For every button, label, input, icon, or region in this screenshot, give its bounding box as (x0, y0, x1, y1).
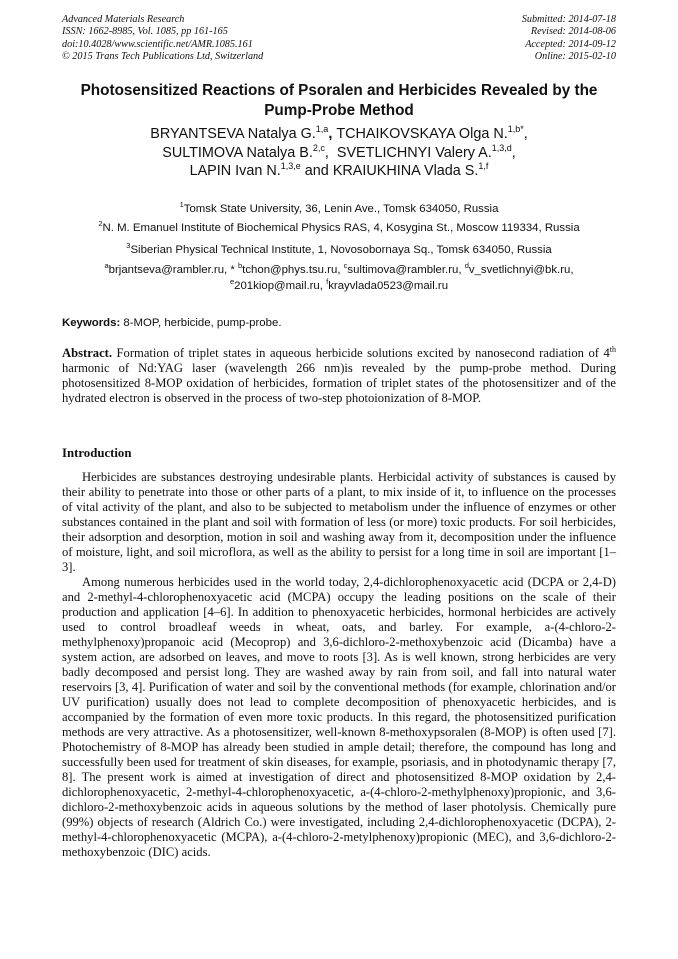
title-line-2: Pump-Probe Method (264, 102, 414, 119)
abstract-text: Formation of triplet states in aqueous herbicide solutions excited by nanosecond radiation of 4 (116, 346, 610, 360)
author-affil-mark: 2,c (312, 142, 325, 153)
affiliation-mark: 2 (98, 219, 103, 229)
journal-name: Advanced Materials Research (62, 14, 185, 25)
email-link[interactable]: sultimova@rambler.ru, (347, 264, 462, 276)
introduction-body (62, 470, 616, 860)
journal-issn: ISSN: 1662-8985, Vol. 1085, pp 161-165 (62, 26, 228, 38)
author-line-2: SULTIMOVA Natalya B.$^{2,c}$, SVETLICHNYI Valery A.$^{1,3,d}$, (162, 142, 516, 161)
abstract-superscript: th (609, 344, 616, 354)
author-affil-mark: 1,f (478, 161, 489, 172)
affiliation-mark: 1 (179, 200, 184, 210)
email-link[interactable]: brjantseva@rambler.ru, (108, 264, 228, 276)
author-list (40, 125, 638, 181)
abstract (62, 346, 616, 406)
author-line-1: BRYANTSEVA Natalya G.$^{1,a}$, TCHAIKOVSKAYA Olga N.$^{1,b*}$, (150, 124, 528, 142)
affiliation-mark: 3 (126, 241, 131, 251)
journal-doi: doi:10.4028/www.scientific.net/AMR.1085.161 (62, 38, 253, 50)
date-accepted: Accepted: 2014-09-12 (525, 38, 616, 50)
author-name: TCHAIKOVSKAYA Olga N. (336, 126, 508, 142)
email-link[interactable]: tchon@phys.tsu.ru, (242, 264, 341, 276)
affiliation-3 (40, 243, 638, 257)
submission-dates (522, 14, 616, 63)
email-line-2: $^e$201kiop@mail.ru, $^f$krayvlada0523@mail.ru (229, 276, 449, 292)
journal-info (62, 14, 263, 63)
date-online: Online: 2015-02-10 (534, 50, 616, 62)
keywords-label: Keywords: (62, 317, 121, 329)
date-revised: Revised: 2014-08-06 (530, 26, 616, 38)
author-affil-mark: 1,3,e (280, 161, 301, 172)
email-list (40, 263, 638, 294)
author-name: BRYANTSEVA Natalya G. (150, 126, 316, 142)
email-link[interactable]: 201kiop@mail.ru, (234, 279, 323, 292)
author-name: LAPIN Ivan N. (189, 163, 281, 179)
affiliation-text: N. M. Emanuel Institute of Biochemical Physics RAS, 4, Kosygina St., Moscow 119334, Russia (102, 222, 580, 234)
journal-copyright: © 2015 Trans Tech Publications Ltd, Switzerland (62, 50, 264, 62)
paper-title (40, 81, 638, 121)
title-line-1: Photosensitized Reactions of Psoralen and Herbicides Revealed by the (80, 82, 598, 99)
author-line-3 (40, 162, 638, 181)
author-affil-mark: 1,a (315, 124, 329, 135)
author-name: SULTIMOVA Natalya B. (162, 144, 313, 161)
affiliation-text: Tomsk State University, 36, Lenin Ave., Tomsk 634050, Russia (183, 203, 499, 215)
affiliation-1 (40, 202, 638, 216)
email-line-1: $^a$brjantseva@rambler.ru, * $^b$tchon@phys.tsu.ru, $^c$sultimova@rambler.ru, $^d$v_svetlichnyi@bk.ru, (104, 261, 574, 276)
paragraph: Herbicides are substances destroying undesirable plants. Herbicidal activity of substances is caused by their ability to penetrate into those or other parts of a plant, to mix inside of it, to influence on the processes of vital activity of the plant, and also to be subjected to metabolism under the influence of enzymes or other substances contained in the plant and soil with formation of less (or more) toxic products. For soil herbicides, their adsorption and desorption, motion in soil and washing away from it, decomposition under the influence of moisture, light, and soil microflora, as well as the ability to persist for a long time in soil are important [1–3]. (62, 470, 616, 574)
abstract-label: Abstract. (62, 346, 113, 360)
keywords (62, 317, 281, 329)
author-name: KRAIUKHINA Vlada S. (332, 163, 479, 179)
email-link[interactable]: v_svetlichnyi@bk.ru, (468, 264, 574, 276)
author-affil-mark: 1,b* (507, 124, 524, 135)
date-submitted: Submitted: 2014-07-18 (521, 14, 616, 25)
paragraph: Among numerous herbicides used in the world today, 2,4-dichlorophenoxyacetic acid (DCPA or 2,4-D) and 2-methyl-4-chlorophenoxyacetic acid (MCPA) occupy the leading positions on the scale of their production and application [4–6]. In addition to phenoxyacetic herbicides, hormonal herbicides are actively used to control broadleaf weeds in wheat, oats, and barley. For example, a-(4-chloro-2-methylphenoxy)propanoic acid (Mecoprop) and 3,6-dichloro-2-methoxybenzoic acid (Dicamba) have a system action, are adsorbed on leaves, and move to roots [3]. As is well known, strong herbicides are very badly decomposed and persist long. They are washed away by rain from soil, and fall into natural water reservoirs [3, 4]. Purification of water and soil by the conventional methods (for example, chlorination and/or UV purification) usually does not lead to complete decomposition of phenoxyacetic herbicides, and is accompanied by the formation of even more toxic products. In this regard, the photosensitized purification methods are very attractive. As a photosensitizer, well-known 8-methoxypsoralen (8-MOP) is often used [7]. Photochemistry of 8-MOP has already been studied in ample detail; therefore, the compound has long and successfully been used for treatment of skin diseases, for example, psoriasis, and in photodynamic therapy [7, 8]. The present work is aimed at investigation of direct and photosensitized 8-MOP oxidation by 2,4-dichlorophenoxyacetic, 2-methyl-4-chlorophenoxyacetic, a-(4-chloro-2-methylphenoxy)propionic, and 3,6-dichloro-2-methoxybenzoic acids in aqueous solutions by the method of laser photolysis. Chemically pure (99%) objects of research (Aldrich Co.) were investigated, including 2,4-dichlorophenoxyacetic (DCPA), 2-methyl-4-chlorophenoxyacetic (MCPA), a-(4-chloro-2-metylphenoxy)propionic (MEC), and 3,6-dichloro-2-methoxybenzoic (DIC) acids. (62, 575, 616, 859)
affiliation-text: Siberian Physical Technical Institute, 1, Novosobornaya Sq., Tomsk 634050, Russia (130, 244, 552, 256)
affiliation-2 (40, 221, 638, 235)
author-affil-mark: 1,3,d (491, 142, 512, 153)
email-link[interactable]: krayvlada0523@mail.ru (328, 279, 449, 292)
author-name: SVETLICHNYI Valery A. (336, 144, 492, 161)
author-and: and (304, 163, 329, 179)
keywords-text: 8-MOP, herbicide, pump-probe. (123, 317, 282, 329)
abstract-text-cont: harmonic of Nd:YAG laser (wavelength 266 nm)is revealed by the pump-probe method. During photosensitized 8-MOP oxidation of herbicides, formation of triplet states of the photosensitizer and of the hydrated electron is observed in the process of two-step photoionization of 8-MOP. (62, 361, 616, 405)
section-heading-introduction: Introduction (62, 446, 132, 460)
